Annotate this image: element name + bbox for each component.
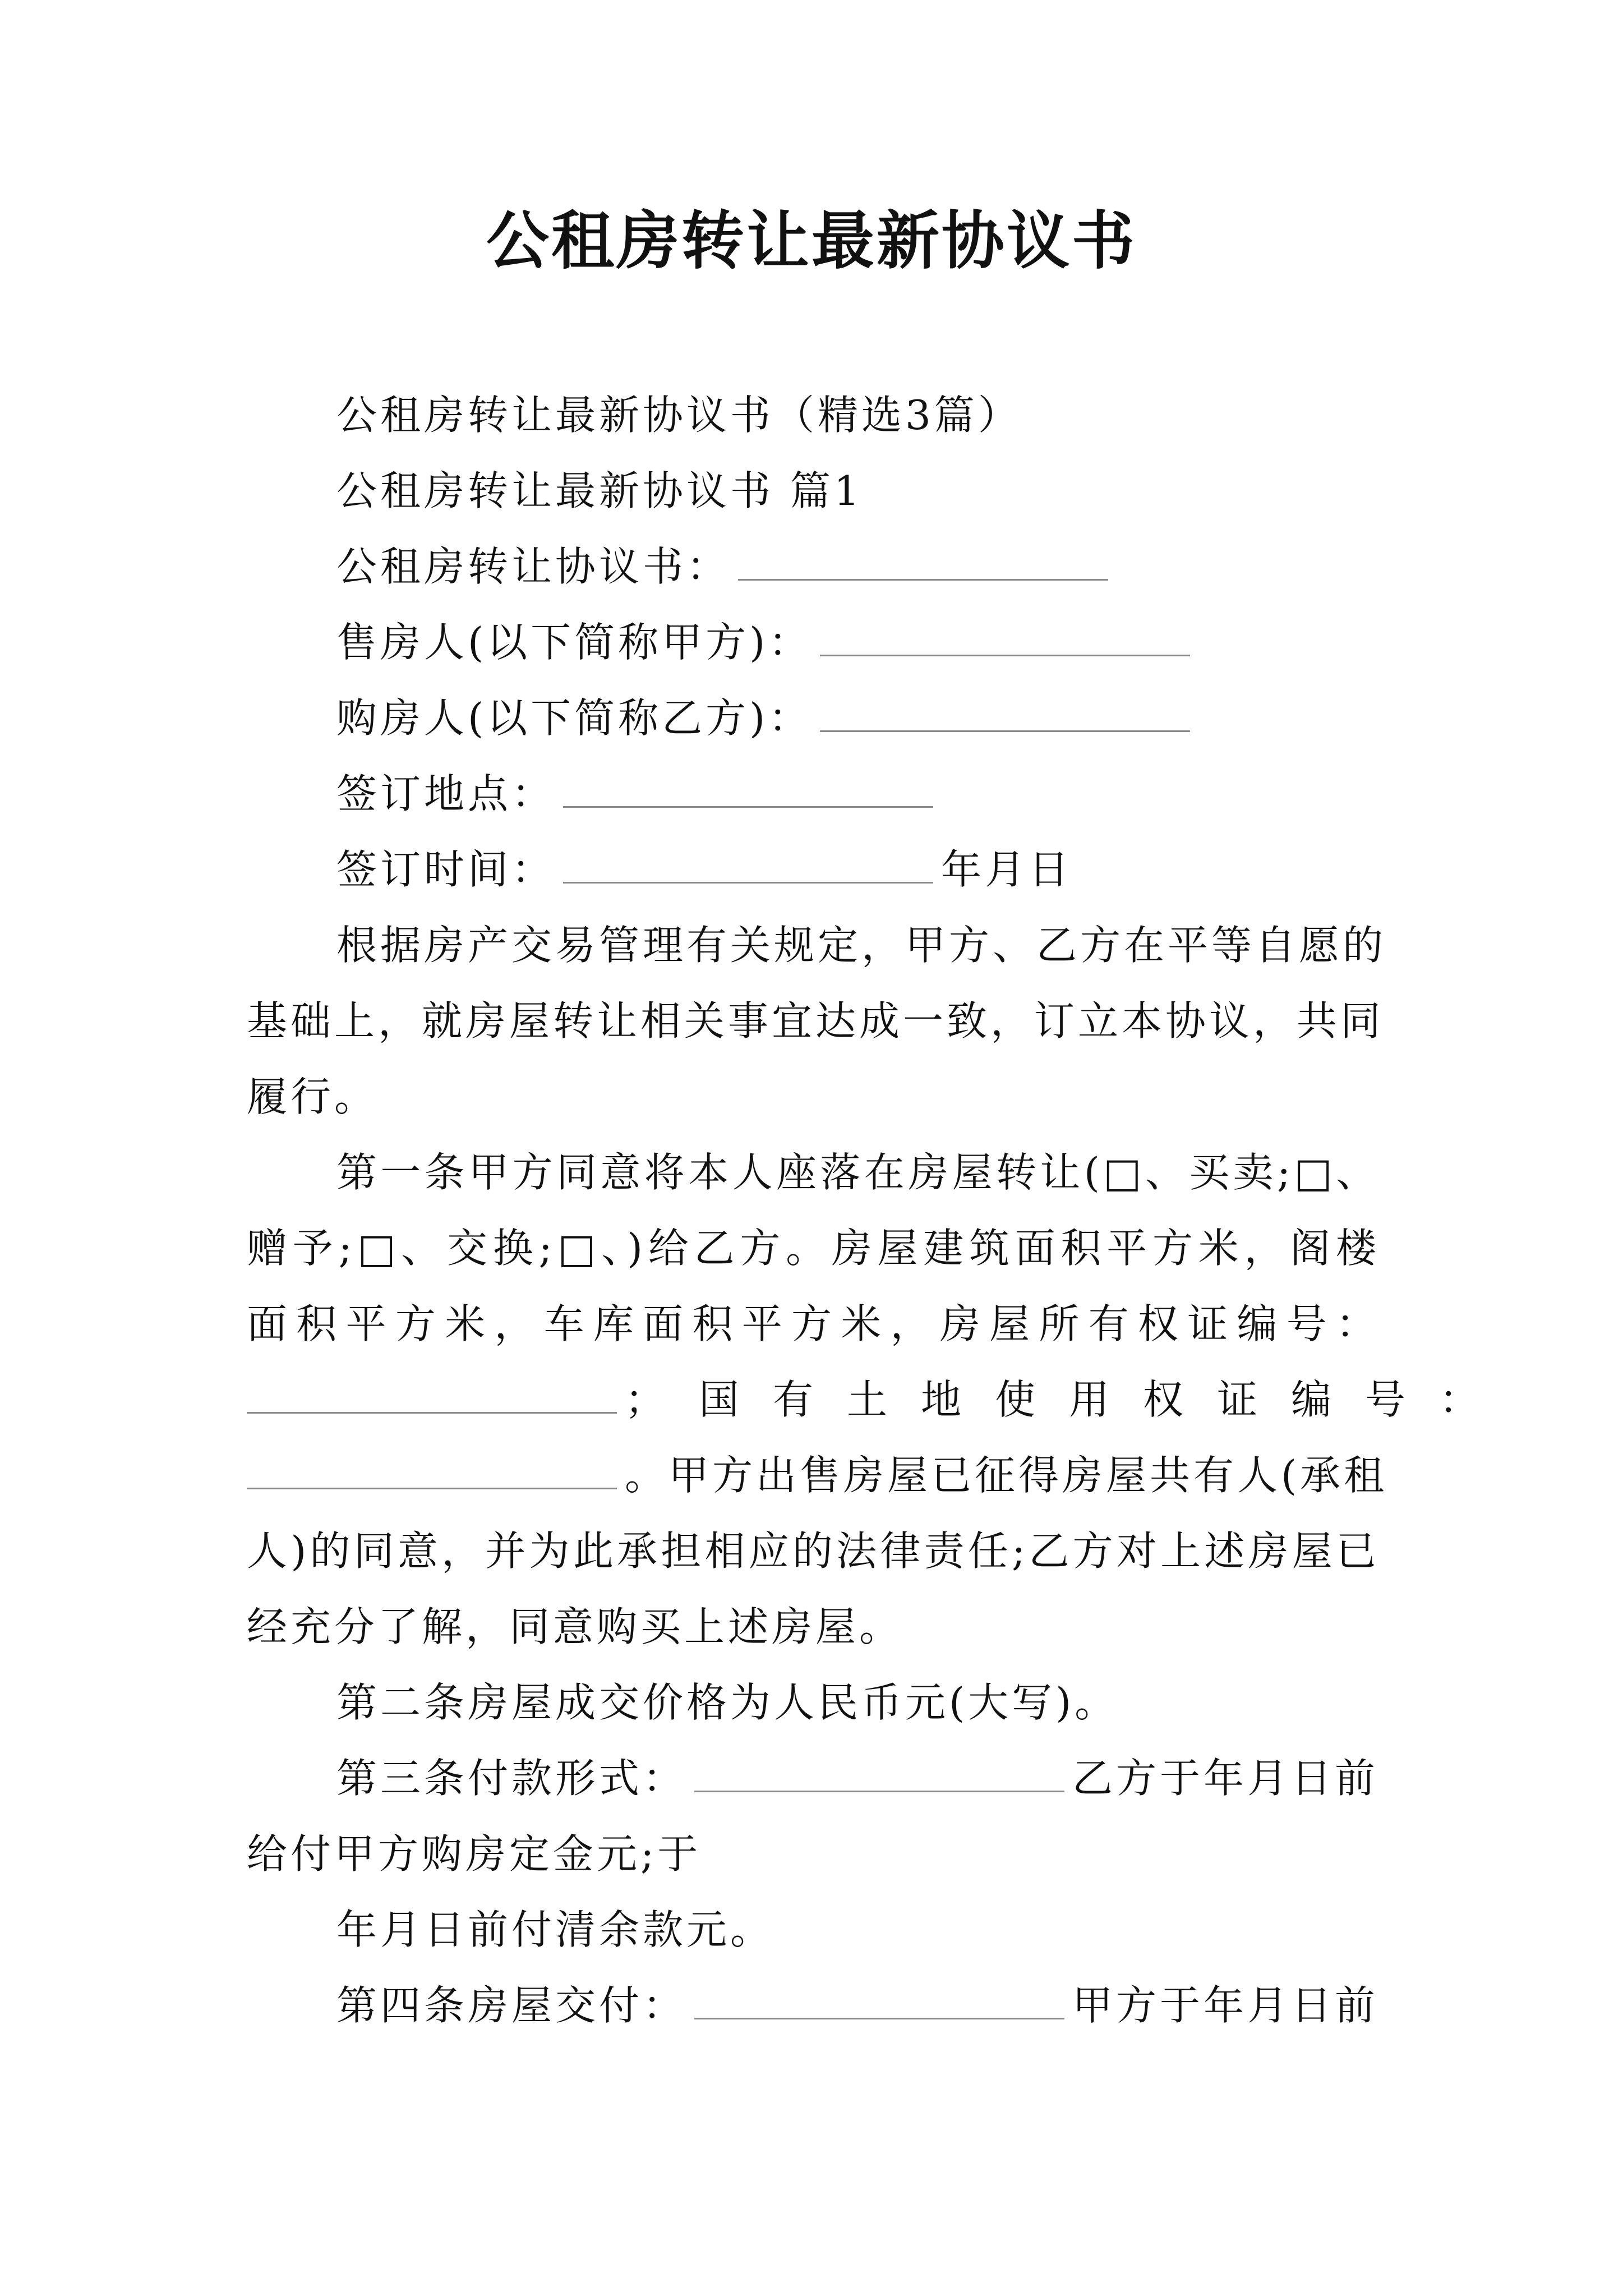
land-cert-label: ；国有土地使用权证编号： [625,1376,1514,1423]
agreement-name-blank[interactable] [738,545,1108,581]
co-owner-text: 。甲方出售房屋已征得房屋共有人(承租 [625,1452,1388,1499]
property-cert-blank[interactable] [247,1378,617,1414]
buyer-label: 购房人(以下简称乙方)： [336,694,813,742]
paragraph-line: 第一条甲方同意将本人座落在房屋转让(□、买卖;□、 [336,1149,1380,1196]
seller-row [247,614,1380,670]
seller-blank[interactable] [820,621,1190,656]
paragraph-line: 第二条房屋成交价格为人民币元(大写)。 [336,1679,1119,1726]
agreement-name-row [247,539,1380,595]
buyer-row [247,690,1380,746]
delivery-label: 第四条房屋交付： [336,1982,687,2029]
paragraph-line: 面积平方米，车库面积平方米，房屋所有权证编号： [247,1300,1380,1347]
land-cert-row [247,1372,1514,1428]
subtitle-line: 公租房转让最新协议书（精选3篇） [336,392,1022,439]
document-title: 公租房转让最新协议书 [486,204,1137,278]
payment-blank[interactable] [694,1757,1064,1792]
seller-label: 售房人(以下简称甲方)： [336,619,813,666]
paragraph-line: 给付甲方购房定金元;于 [247,1830,702,1878]
sign-time-suffix: 年月日 [941,846,1073,893]
paragraph-line: 经充分了解，同意购买上述房屋。 [247,1603,903,1650]
delivery-blank[interactable] [694,1984,1064,2019]
sign-time-label: 签订时间： [336,846,556,893]
sign-place-blank[interactable] [563,772,933,808]
co-owner-row [247,1447,1388,1503]
paragraph-line: 人)的同意，并为此承担相应的法律责任;乙方对上述房屋已 [247,1527,1380,1575]
sign-place-label: 签订地点： [336,770,556,817]
payment-suffix: 乙方于年月日前 [1072,1755,1379,1802]
sign-place-row [247,766,1380,822]
section-heading: 公租房转让最新协议书 篇1 [336,467,863,514]
delivery-suffix: 甲方于年月日前 [1072,1982,1379,2029]
agreement-name-label: 公租房转让协议书： [336,543,731,590]
paragraph-line: 赠予;□、交换;□、)给乙方。房屋建筑面积平方米，阁楼 [247,1225,1380,1272]
land-cert-blank[interactable] [247,1454,617,1489]
sign-time-blank[interactable] [563,848,933,884]
paragraph-line: 基础上，就房屋转让相关事宜达成一致，订立本协议，共同 [247,997,1385,1045]
buyer-blank[interactable] [820,697,1190,732]
payment-label: 第三条付款形式： [336,1755,687,1802]
paragraph-line: 履行。 [247,1073,379,1120]
paragraph-line: 根据房产交易管理有关规定，甲方、乙方在平等自愿的 [336,922,1387,969]
sign-time-row [247,841,1380,898]
paragraph-line: 年月日前付清余款元。 [336,1906,774,1953]
payment-row [247,1750,1380,1806]
delivery-row [247,1977,1380,2033]
